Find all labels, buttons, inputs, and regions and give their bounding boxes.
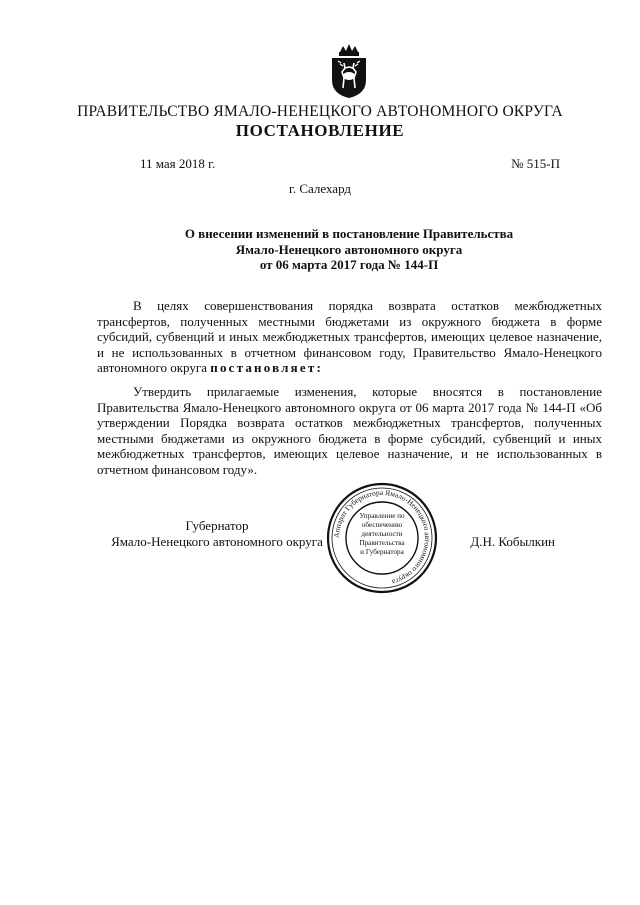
paragraph-1-text: В целях совершенствования порядка возврата остатков межбюджетных трансфертов, полученных местными бюджетами из окружного бюджета в форме субсидий, субвенций и иных межбюджетных трансфертов, имеющих целевое назначение, и не использованных в отчетном финансовом году, Правительство Ямало-Ненецкого автономного округа <box>97 298 602 376</box>
official-seal-icon <box>326 482 438 594</box>
signatory-name: Д.Н. Кобылкин <box>470 534 555 549</box>
document-city: г. Салехард <box>288 181 352 196</box>
seal-line-5: и Губернатора <box>360 548 404 556</box>
resolves-keyword: постановляет: <box>210 360 323 376</box>
organization-name: ПРАВИТЕЛЬСТВО ЯМАЛО-НЕНЕЦКОГО АВТОНОМНОГО ОКРУГА <box>77 103 563 120</box>
document-type: ПОСТАНОВЛЕНИЕ <box>235 121 405 140</box>
position-line-1: Губернатор <box>185 518 249 533</box>
document-date: 11 мая 2018 г. <box>140 156 216 171</box>
title-line-2: Ямало-Ненецкого автономного округа <box>235 241 463 257</box>
document-title <box>0 226 640 273</box>
body-paragraph-1 <box>97 298 602 376</box>
seal-ring-text: Аппарат Губернатора Ямало-Ненецкого автономного округа <box>331 487 433 587</box>
seal-line-2: обеспечению <box>361 521 403 529</box>
signatory-position <box>97 518 337 550</box>
position-line-2: Ямало-Ненецкого автономного округа <box>111 534 323 549</box>
seal-line-1: Управление по <box>359 512 405 520</box>
body-paragraph-2: Утвердить прилагаемые изменения, которые вносятся в постановление Правительства Ямало-Ненецкого автономного округа от 06 марта 2017 года № 144-П «Об утверждении Порядка возврата остатков межбюджетных трансфертов, полученных местными бюджетами из окружного бюджета в форме субсидий, субвенций и иных межбюджетных трансфертов, имеющих целевое назначение, и не использованных в отчетном финансовом году». <box>97 384 602 477</box>
document-number: № 515-П <box>511 156 560 171</box>
seal-line-3: деятельности <box>361 530 403 538</box>
seal-line-4: Правительства <box>359 539 405 547</box>
coat-of-arms-icon <box>326 42 372 100</box>
title-line-1: О внесении изменений в постановление Правительства <box>184 226 514 241</box>
title-line-3: от 06 марта 2017 года № 144-П <box>259 257 439 272</box>
